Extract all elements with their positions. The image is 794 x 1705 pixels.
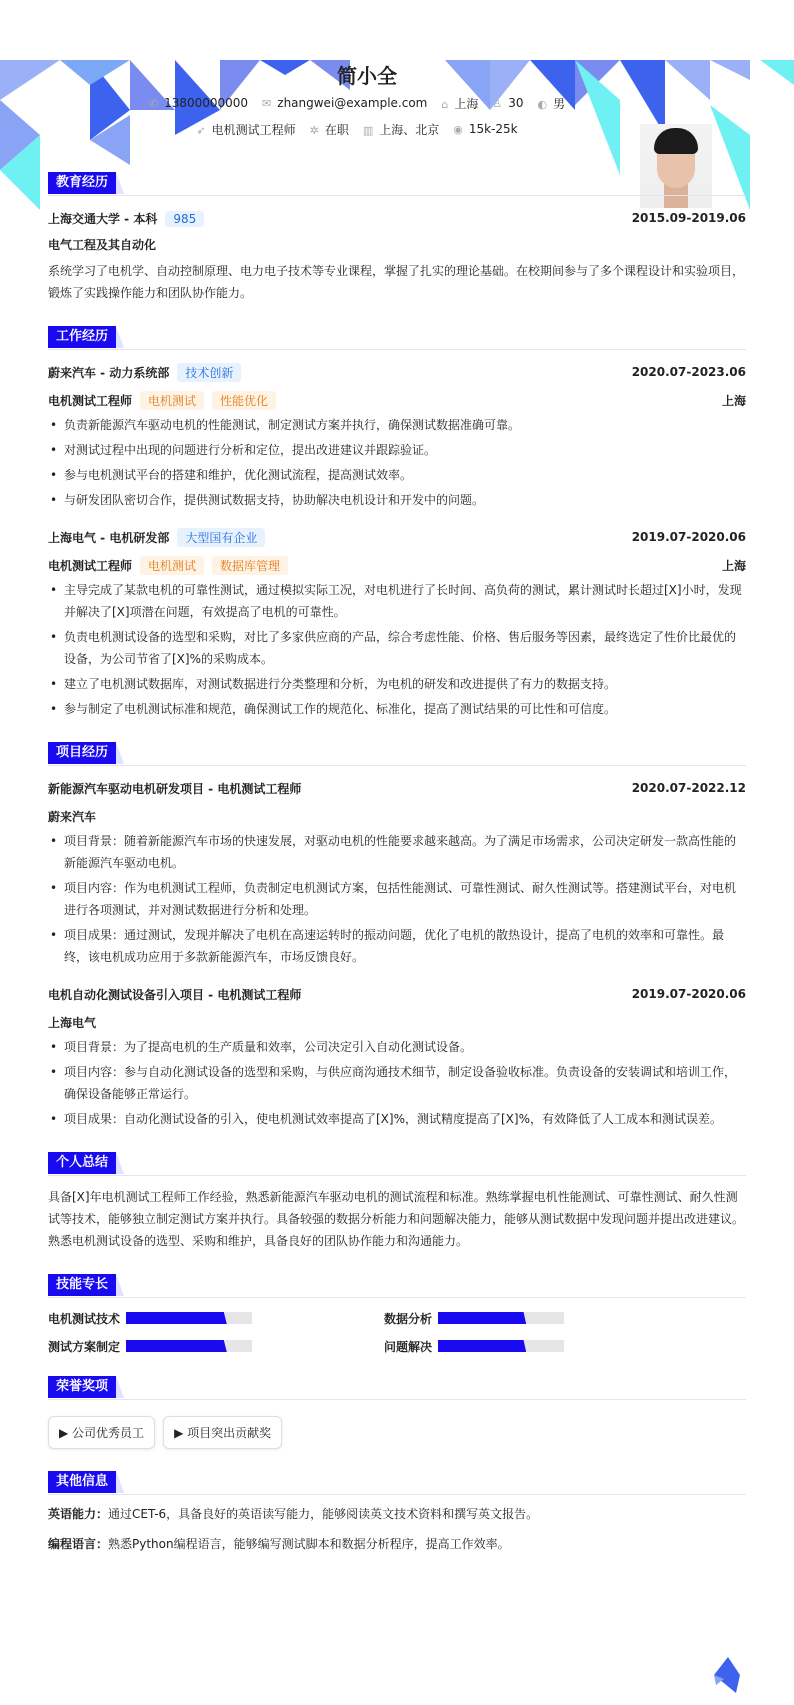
phone-icon: ✆ [148,97,159,110]
home-icon: ⌂ [441,97,449,111]
email-icon: ✉ [262,97,272,110]
section-other [48,1471,746,1495]
skill-name: 数据分析 [384,1311,433,1326]
skill-bar-fill [126,1312,227,1324]
skill-name: 问题解决 [384,1339,433,1354]
phone: 13800000000 [164,96,249,110]
project-header [48,778,746,798]
skill-bar [126,1340,252,1352]
skill-bar [126,1312,252,1324]
project-name: 电机自动化测试设备引入项目 - 电机测试工程师 [48,987,302,1002]
skill-tag: 数据库管理 [212,556,288,575]
job-role-row [48,390,746,410]
info-label: 编程语言： [48,1537,109,1551]
award-name: 项目突出贡献奖 [187,1426,272,1440]
age: 30 [508,96,524,110]
project-date: 2019.07-2020.06 [631,987,746,1001]
list-item: • 项目背景：随着新能源汽车市场的快速发展，对驱动电机的性能要求越来越高。为了满足市场需求，公司决定研发一款高性能的新能源汽车驱动电机。 [48,830,746,874]
age-icon: ♙ [492,97,503,110]
project-date: 2020.07-2022.12 [631,781,746,795]
section-title: 其他信息 [48,1471,116,1493]
job-role: 电机测试工程师 [48,393,133,408]
edu-desc: 系统学习了电机学、自动控制原理、电力电子技术等专业课程，掌握了扎实的理论基础。在校期间参与了多个课程设计和实验项目，锻炼了实践操作能力和团队协作能力。 [48,264,745,300]
award-chip [163,1416,282,1449]
list-item: • 负责电机测试设备的选型和采购，对比了多家供应商的产品，综合考虑性能、价格、售后服务等因素，最终选定了性价比最优的设备，为公司节省了[X]%的采购成本。 [48,626,746,670]
job-company: 蔚来汽车 - 动力系统部 [48,365,170,380]
list-item: • 与研发团队密切合作，提供测试数据支持，协助解决电机设计和开发中的问题。 [48,489,746,511]
project-header [48,984,746,1004]
salary-icon: ◉ [453,123,463,136]
section-awards [48,1376,746,1400]
skill-bar [438,1312,564,1324]
skill-name: 电机测试技术 [48,1311,121,1326]
project-items [48,830,746,968]
job-role-wrap [48,556,288,575]
edu-date: 2015.09-2019.06 [631,211,746,225]
list-item: • 项目内容：作为电机测试工程师，负责制定电机测试方案，包括性能测试、可靠性测试、耐久性测试等。搭建测试平台，对电机进行各项测试，并对测试数据进行分析和处理。 [48,877,746,921]
skill-item [384,1338,720,1354]
list-item: • 参与制定了电机测试标准和规范，确保测试工作的规范化、标准化，提高了测试结果的可比性和可信度。 [48,698,746,720]
list-item: • 参与电机测试平台的搭建和维护，优化测试流程，提高测试效率。 [48,464,746,486]
position: 电机测试工程师 [211,122,296,137]
job-company: 上海电气 - 电机研发部 [48,530,170,545]
contact-row-2 [48,116,746,142]
section-title: 个人总结 [48,1152,116,1174]
skill-tag: 性能优化 [212,391,276,410]
building-icon: ▥ [362,123,374,137]
job-role-wrap [48,391,276,410]
list-item: • 项目成果：自动化测试设备的引入，使电机测试效率提高了[X]%，测试精度提高了[X]%，有效降低了人工成本和测试误差。 [48,1108,746,1130]
section-education [48,172,746,196]
section-title: 技能专长 [48,1274,116,1296]
school-tag: 985 [165,211,204,227]
award-name: 公司优秀员工 [72,1426,145,1440]
project-org: 上海电气 [48,1015,97,1030]
summary-text: 具备[X]年电机测试工程师工作经验，熟悉新能源汽车驱动电机的测试流程和标准。熟练掌握电机性能测试、可靠性测试、耐久性测试等技术，能够独立制定测试方案并执行。具备较强的数据分析能力和问题解决能力，能够从测试数据中发现问题并提出改进建议。熟悉电机测试设备的选型、采购和维护，具备良好的团队协作能力和沟通能力。 [48,1190,745,1248]
job-date: 2020.07-2023.06 [631,365,746,379]
job-duties [48,414,746,511]
section-title: 教育经历 [48,172,116,194]
send-icon: ➶ [196,123,206,137]
candidate-name: 简小全 [337,64,397,88]
project-name: 新能源汽车驱动电机研发项目 - 电机测试工程师 [48,781,302,796]
list-item: • 主导完成了某款电机的可靠性测试，通过模拟实际工况，对电机进行了长时间、高负荷的测试，累计测试时长超过[X]小时，发现并解决了[X]项潜在问题，有效提高了电机的可靠性。 [48,579,746,623]
award-chip [48,1416,155,1449]
skill-tag: 电机测试 [140,556,204,575]
job-role-row [48,555,746,575]
play-icon: ▶ [174,1426,188,1440]
section-title: 工作经历 [48,326,116,348]
job-location: 上海 [721,393,746,408]
job-company-wrap [48,363,241,382]
list-item: • 项目背景：为了提高电机的生产质量和效率，公司决定引入自动化测试设备。 [48,1036,746,1058]
skill-bar [438,1340,564,1352]
project-items [48,1036,746,1130]
other-info-item [48,1503,746,1525]
other-info-item [48,1533,746,1555]
section-title: 荣誉奖项 [48,1376,116,1398]
info-value: 熟悉Python编程语言，能够编写测试脚本和数据分析程序，提高工作效率。 [108,1537,510,1551]
skill-item [48,1310,384,1326]
gender-icon: ◐ [537,97,548,111]
company-tag: 技术创新 [177,363,241,382]
salary: 15k-25k [468,122,518,136]
gender: 男 [553,96,566,111]
major: 电气工程及其自动化 [48,237,157,252]
job-company-wrap [48,528,265,547]
skill-item [48,1338,384,1354]
list-item: • 对测试过程中出现的问题进行分析和定位，提出改进建议并跟踪验证。 [48,439,746,461]
status: 在职 [324,122,349,137]
contact-row-1 [48,90,746,116]
play-icon: ▶ [59,1426,73,1440]
list-item: • 项目内容：参与自动化测试设备的选型和采购，与供应商沟通技术细节，制定设备验收标准。负责设备的安装调试和培训工作，确保设备能够正常运行。 [48,1061,746,1105]
job-duties [48,579,746,720]
section-skills [48,1274,746,1298]
section-projects [48,742,746,766]
skill-bar-fill [126,1340,227,1352]
job-location: 上海 [721,558,746,573]
section-title: 项目经历 [48,742,116,764]
logo-icon [710,1655,746,1695]
list-item: • 项目成果：通过测试，发现并解决了电机在高速运转时的振动问题，优化了电机的散热设计，提高了电机的效率和可靠性。最终，该电机成功应用于多款新能源汽车，市场反馈良好。 [48,924,746,968]
skill-bar-fill [438,1340,526,1352]
project-org: 蔚来汽车 [48,809,97,824]
section-summary [48,1152,746,1176]
job-date: 2019.07-2020.06 [631,530,746,544]
info-label: 英语能力： [48,1507,109,1521]
job-role: 电机测试工程师 [48,558,133,573]
skill-tag: 电机测试 [140,391,204,410]
email: zhangwei@example.com [277,96,428,110]
city: 上海 [454,96,479,111]
status-icon: ✲ [309,123,319,137]
skill-item [384,1310,720,1326]
list-item: • 负责新能源汽车驱动电机的性能测试，制定测试方案并执行，确保测试数据准确可靠。 [48,414,746,436]
skill-bar-fill [438,1312,526,1324]
info-value: 通过CET-6，具备良好的英语读写能力，能够阅读英文技术资料和撰写英文报告。 [108,1507,539,1521]
section-work [48,326,746,350]
list-item: • 建立了电机测试数据库，对测试数据进行分类整理和分析，为电机的研发和改进提供了有力的数据支持。 [48,673,746,695]
job-header [48,527,746,547]
skill-name: 测试方案制定 [48,1339,121,1354]
company-tag: 大型国有企业 [177,528,265,547]
school: 上海交通大学 - 本科 [48,211,158,226]
job-header [48,362,746,382]
target-city: 上海、北京 [379,122,440,137]
